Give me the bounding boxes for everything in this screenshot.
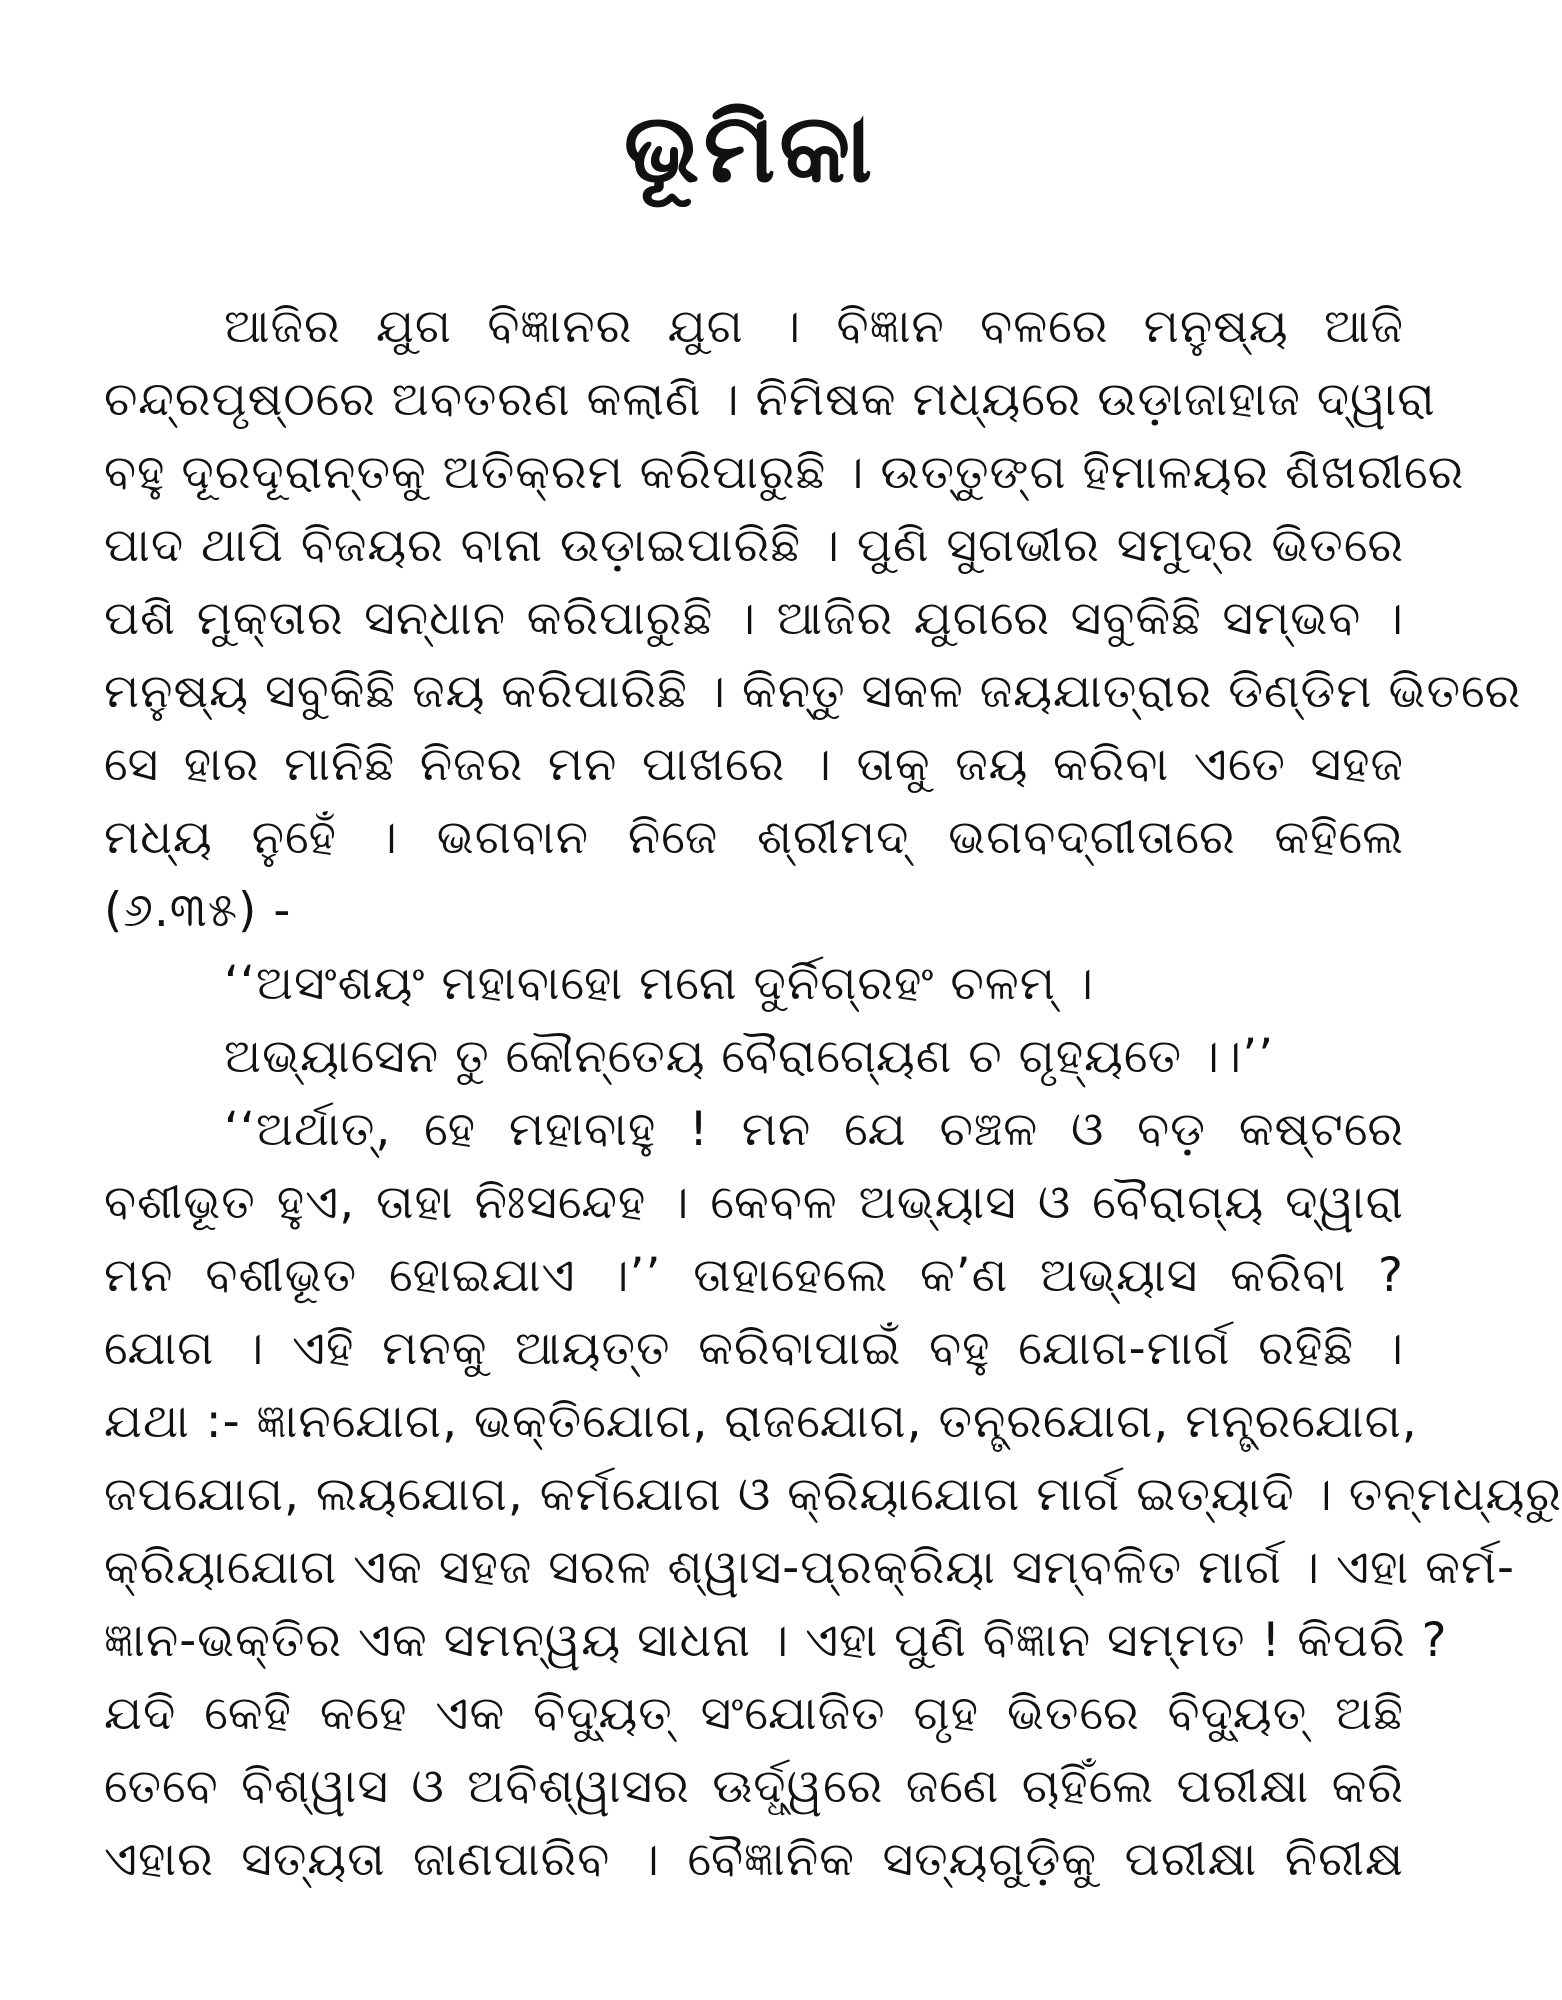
text-line: ଜ୍ଞାନ-ଭକ୍ତିର ଏକ ସମନ୍ୱୟ ସାଧନା । ଏହା ପୁଣି ବିଜ୍ଞାନ ସମ୍ମତ ! କିପରି ?	[104, 1613, 1448, 1668]
text-line: ପଶି ମୁକ୍ତାର ସନ୍ଧାନ କରିପାରୁଛି । ଆଜିର ଯୁଗରେ ସବୁକିଛି ସମ୍ଭବ ।	[104, 591, 1404, 646]
body-text	[104, 290, 1562, 1896]
text-line: କ୍ରିୟାଯୋଗ ଏକ ସହଜ ସରଳ ଶ୍ୱାସ-ପ୍ରକ୍ରିୟା ସମ୍ବଳିତ ମାର୍ଗ । ଏହା କର୍ମ-	[104, 1540, 1515, 1595]
text-line: (୬.୩୫) -	[104, 883, 292, 938]
text-line: ବଶୀଭୂତ ହୁଏ, ତାହା ନିଃସନ୍ଦେହ । କେବଳ ଅଭ୍ୟାସ ଓ ବୈରାଗ୍ୟ ଦ୍ୱାରା	[104, 1175, 1404, 1230]
text-line: ମଧ୍ୟ ନୁହେଁ । ଭଗବାନ ନିଜେ ଶ୍ରୀମଦ୍ ଭଗବଦ୍‌ଗୀତାରେ କହିଲେ	[104, 810, 1404, 865]
text-line: ବହୁ ଦୂରଦୂରାନ୍ତକୁ ଅତିକ୍ରମ କରିପାରୁଛି । ଉତ୍ତୁଙ୍ଗ ହିମାଳୟର ଶିଖରୀରେ	[104, 445, 1465, 500]
text-line: ସେ ହାର ମାନିଛି ନିଜର ମନ ପାଖରେ । ତାକୁ ଜୟ କରିବା ଏତେ ସହଜ	[104, 737, 1404, 792]
text-line: ଜପଯୋଗ, ଲୟଯୋଗ, କର୍ମଯୋଗ ଓ କ୍ରିୟାଯୋଗ ମାର୍ଗ ଇତ୍ୟାଦି । ତନ୍ମଧ୍ୟରୁ	[104, 1467, 1562, 1522]
verse-line: ଅଭ୍ୟାସେନ ତୁ କୌନ୍ତେୟ ବୈରାଗ୍ୟେଣ ଚ ଗୃହ୍ୟତେ ।।’’	[224, 1029, 1275, 1084]
text-line: ଆଜିର ଯୁଗ ବିଜ୍ଞାନର ଯୁଗ । ବିଜ୍ଞାନ ବଳରେ ମନୁଷ୍ୟ ଆଜି	[224, 299, 1404, 354]
verse-line: ‘‘ଅସଂଶୟଂ ମହାବାହୋ ମନୋ ଦୁର୍ନିଗ୍ରହଂ ଚଳମ୍ ।	[224, 956, 1094, 1011]
text-line: ପାଦ ଥାପି ବିଜୟର ବାନା ଉଡ଼ାଇପାରିଛି । ପୁଣି ସୁଗଭୀର ସମୁଦ୍ର ଭିତରେ	[104, 518, 1404, 573]
text-line: ମନ ବଶୀଭୂତ ହୋଇଯାଏ ।’’ ତାହାହେଲେ କ’ଣ ଅଭ୍ୟାସ କରିବା ?	[104, 1248, 1404, 1303]
text-line: ଚନ୍ଦ୍ରପୃଷ୍ଠରେ ଅବତରଣ କଲାଣି । ନିମିଷକ ମଧ୍ୟରେ ଉଡ଼ାଜାହାଜ ଦ୍ୱାରା	[104, 372, 1436, 427]
page-title: ଭୂମିକା	[623, 92, 877, 204]
text-line: ଯଦି କେହି କହେ ଏକ ବିଦ୍ୟୁତ୍ ସଂଯୋଜିତ ଗୃହ ଭିତରେ ବିଦ୍ୟୁତ୍ ଅଛି	[104, 1686, 1404, 1741]
text-line: ମନୁଷ୍ୟ ସବୁକିଛି ଜୟ କରିପାରିଛି । କିନ୍ତୁ ସକଳ ଜୟଯାତ୍ରାର ଡିଣ୍ଡିମ ଭିତରେ	[104, 664, 1522, 719]
text-line: ଯଥା :- ଜ୍ଞାନଯୋଗ, ଭକ୍ତିଯୋଗ, ରାଜଯୋଗ, ତନ୍ତ୍ରଯୋଗ, ମନ୍ତ୍ରଯୋଗ,	[104, 1394, 1418, 1449]
text-line: ଯୋଗ । ଏହି ମନକୁ ଆୟତ୍ତ କରିବାପାଇଁ ବହୁ ଯୋଗ-ମାର୍ଗ ରହିଛି ।	[104, 1321, 1404, 1376]
text-line: ‘‘ଅର୍ଥାତ୍, ହେ ମହାବାହୁ ! ମନ ଯେ ଚଞ୍ଚଳ ଓ ବଡ଼ କଷ୍ଟରେ	[224, 1102, 1404, 1157]
text-line: ତେବେ ବିଶ୍ୱାସ ଓ ଅବିଶ୍ୱାସର ଊର୍ଦ୍ଧ୍ୱରେ ଜଣେ ଚାହିଁଲେ ପରୀକ୍ଷା କରି	[104, 1759, 1404, 1814]
text-line: ଏହାର ସତ୍ୟତା ଜାଣପାରିବ । ବୈଜ୍ଞାନିକ ସତ୍ୟଗୁଡ଼ିକୁ ପରୀକ୍ଷା ନିରୀକ୍ଷ	[104, 1832, 1404, 1887]
